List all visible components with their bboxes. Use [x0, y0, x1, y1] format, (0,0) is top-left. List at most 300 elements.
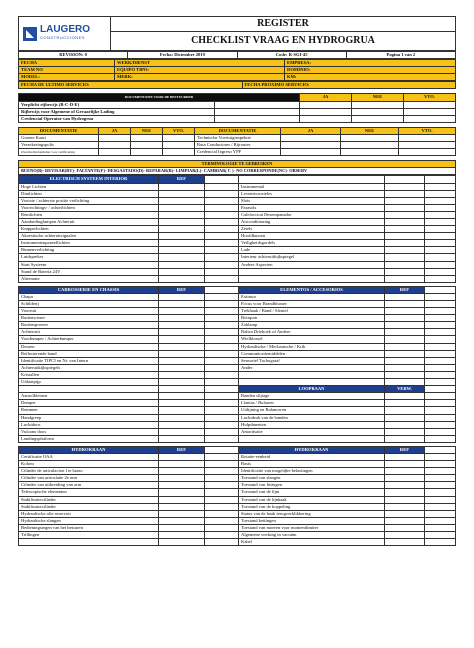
checklist-left-obs[interactable]: [205, 275, 239, 282]
checklist-right-item: Zetels: [239, 226, 385, 233]
checklist-left-obs[interactable]: [205, 371, 239, 378]
section-right-header: HYDROKRAAN: [239, 446, 385, 453]
info-field[interactable]: FECHA: [19, 60, 115, 67]
checklist-row: [19, 475, 456, 482]
checklist-left-ref[interactable]: [159, 183, 205, 190]
info-row: [19, 60, 456, 67]
checklist-right-ref[interactable]: [385, 475, 425, 482]
checklist-left-obs[interactable]: [205, 197, 239, 204]
checklist-right-item: Sensoriel Tachograaf: [239, 357, 385, 364]
checklist-left-obs[interactable]: [205, 510, 239, 517]
checklist-left-ref[interactable]: [159, 407, 205, 414]
checklist-left-ref[interactable]: [159, 301, 205, 308]
checklist-right-ref[interactable]: [385, 407, 425, 414]
checklist-left-ref[interactable]: [159, 468, 205, 475]
checklist-right-ref[interactable]: [385, 503, 425, 510]
checklist-left-ref[interactable]: [159, 357, 205, 364]
checklist-right-ref[interactable]: [385, 532, 425, 539]
checklist-right-item: Wielklossel: [239, 336, 385, 343]
checklist-left-obs[interactable]: [205, 435, 239, 442]
checklist-left-ref[interactable]: [159, 329, 205, 336]
checklist-left-obs[interactable]: [205, 393, 239, 400]
checklist-right-item: Toestand van de koppeling: [239, 503, 385, 510]
checklist-right-ref[interactable]: [385, 371, 425, 378]
checklist-left-ref[interactable]: [159, 517, 205, 524]
checklist-right-item: Calefaccion Desempanador: [239, 211, 385, 218]
checklist-left-item: Handgreep: [19, 414, 159, 421]
checklist-right-obs[interactable]: [425, 190, 456, 197]
checklist-left-obs[interactable]: [205, 261, 239, 268]
checklist-right-obs[interactable]: [425, 489, 456, 496]
checklist-row: [19, 301, 456, 308]
checklist-right-obs[interactable]: [425, 503, 456, 510]
checklist-right-item: Slots: [239, 197, 385, 204]
checklist-right-obs[interactable]: [425, 475, 456, 482]
checklist-right-obs[interactable]: [425, 322, 456, 329]
checklist-right-item: Communicatiemiddelen: [239, 350, 385, 357]
checklist-right-obs[interactable]: [425, 226, 456, 233]
documentation-check[interactable]: [131, 149, 163, 156]
checklist-left-obs[interactable]: [205, 421, 239, 428]
checklist-left-obs[interactable]: [205, 489, 239, 496]
checklist-right-ref[interactable]: [385, 524, 425, 531]
checklist-left-obs[interactable]: [205, 204, 239, 211]
checklist-left-ref[interactable]: [159, 393, 205, 400]
driver-doc-check[interactable]: [300, 108, 352, 115]
terminology-table: [18, 160, 456, 175]
info-row: [19, 74, 456, 81]
checklist-right-ref[interactable]: [385, 539, 425, 546]
documentation-check[interactable]: [99, 149, 131, 156]
checklist-right-obs[interactable]: [425, 539, 456, 546]
checklist-right-ref[interactable]: [385, 489, 425, 496]
info-field[interactable]: DOMINIO:: [285, 67, 456, 74]
company-logo: [23, 25, 106, 41]
checklist-left-item: Stabilisatorcilinder: [19, 496, 159, 503]
checklist-right-ref[interactable]: [385, 379, 425, 386]
checklist-left-ref[interactable]: [159, 510, 205, 517]
documentation-check[interactable]: [281, 149, 341, 156]
checklist-left-obs[interactable]: [205, 453, 239, 460]
checklist-left-ref[interactable]: [159, 539, 205, 546]
checklist-left-ref[interactable]: [159, 343, 205, 350]
documentation-check[interactable]: [281, 134, 341, 141]
checklist-right-obs[interactable]: [425, 453, 456, 460]
checklist-right-obs[interactable]: [425, 301, 456, 308]
driver-doc-check[interactable]: [404, 101, 456, 108]
checklist-left-ref[interactable]: [159, 453, 205, 460]
checklist-left-item: Hydraulische slangen: [19, 517, 159, 524]
driver-doc-check[interactable]: [352, 115, 404, 122]
checklist-right-obs[interactable]: [425, 183, 456, 190]
documentation-check[interactable]: [341, 149, 399, 156]
driver-doc-check[interactable]: [300, 115, 352, 122]
checklist-left-obs[interactable]: [205, 322, 239, 329]
checklist-right-ref[interactable]: [385, 453, 425, 460]
documentation-check[interactable]: [131, 134, 163, 141]
checklist-left-obs[interactable]: [205, 301, 239, 308]
info-field[interactable]: KM:: [285, 74, 456, 81]
checklist-left-ref[interactable]: [159, 336, 205, 343]
checklist-row: [19, 407, 456, 414]
checklist-right-obs[interactable]: [425, 428, 456, 435]
checklist-left-ref[interactable]: [159, 400, 205, 407]
checklist-left-item: Identificatie TIPCI en Nr. van Intern: [19, 357, 159, 364]
checklist-right-ref[interactable]: [385, 190, 425, 197]
checklist-left-item: Voorste / achterste positie verlichting: [19, 197, 159, 204]
checklist-left-obs[interactable]: [205, 532, 239, 539]
checklist-right-obs[interactable]: [425, 517, 456, 524]
checklist-right-ref[interactable]: [385, 414, 425, 421]
checklist-right-item: [239, 379, 385, 386]
checklist-right-obs[interactable]: [425, 218, 456, 225]
checklist-right-obs[interactable]: [425, 343, 456, 350]
driver-doc-check[interactable]: [404, 108, 456, 115]
checklist-right-ref[interactable]: [385, 336, 425, 343]
checklist-right-ref[interactable]: [385, 350, 425, 357]
checklist-left-item: Landingsplatform: [19, 435, 159, 442]
checklist-left-ref[interactable]: [159, 524, 205, 531]
checklist-left-ref[interactable]: [159, 293, 205, 300]
checklist-left-obs[interactable]: [205, 379, 239, 386]
checklist-left-ref[interactable]: [159, 496, 205, 503]
checklist-left-obs[interactable]: [205, 468, 239, 475]
checklist-right-ref[interactable]: [385, 343, 425, 350]
checklist-left-obs[interactable]: [205, 482, 239, 489]
documentation-check[interactable]: [399, 134, 456, 141]
driver-docs-header: DOCUMENTATIE VOOR DE BESTUURDER: [19, 94, 300, 101]
checklist-right-ref[interactable]: [385, 261, 425, 268]
checklist-left-obs[interactable]: [205, 315, 239, 322]
checklist-row: [19, 197, 456, 204]
checklist-left-item: Voorrichtings- / achterlichten: [19, 204, 159, 211]
info-table: [18, 59, 456, 81]
checklist-row: [19, 226, 456, 233]
checklist-row: [19, 322, 456, 329]
checklist-right-item: [239, 275, 385, 282]
checklist-left-ref[interactable]: [159, 197, 205, 204]
checklist-right-ref[interactable]: [385, 322, 425, 329]
checklist-left-obs[interactable]: [205, 475, 239, 482]
checklist-right-obs[interactable]: [425, 293, 456, 300]
checklist-right-obs[interactable]: [425, 275, 456, 282]
documentation-check[interactable]: [341, 142, 399, 149]
documentation-check[interactable]: [99, 134, 131, 141]
checklist-left-ref[interactable]: [159, 233, 205, 240]
documentation-row: [19, 142, 456, 149]
checklist-left-ref[interactable]: [159, 371, 205, 378]
checklist-right-obs[interactable]: [425, 268, 456, 275]
section-left-ref-header: REF: [159, 446, 205, 453]
checklist-left-obs[interactable]: [205, 539, 239, 546]
checklist-left-item: Aanduidinglampen Achteruit: [19, 218, 159, 225]
documentation-check[interactable]: [281, 142, 341, 149]
checklist-right-ref[interactable]: [385, 233, 425, 240]
checklist-left-ref[interactable]: [159, 414, 205, 421]
checklist-left-obs[interactable]: [205, 428, 239, 435]
checklist-right-obs[interactable]: [425, 461, 456, 468]
info-field[interactable]: WERK/DIENST: [115, 60, 285, 67]
checklist-left-ref[interactable]: [159, 421, 205, 428]
terminology-legend: BUENO(B)- REVISAR(RV)- FALTANTE(F)- DESGASTADO(D)- REPARAR(R)- LIMPIAR(L)- CAMBIAR( C )- NO CORRESPONDE(NC)- OBSERV: [19, 168, 456, 175]
checklist-right-obs[interactable]: [425, 371, 456, 378]
revision-label: REVISION: 0: [19, 52, 128, 59]
checklist-right-obs[interactable]: [425, 400, 456, 407]
checklist-right-obs[interactable]: [425, 211, 456, 218]
checklist-left-obs[interactable]: [205, 254, 239, 261]
checklist-right-ref[interactable]: [385, 400, 425, 407]
checklist-right-ref[interactable]: [385, 275, 425, 282]
docs-left-ja: JA: [99, 127, 131, 134]
checklist-right-ref[interactable]: [385, 226, 425, 233]
checklist-left-obs[interactable]: [205, 414, 239, 421]
checklist-right-ref[interactable]: [385, 510, 425, 517]
checklist-right-ref[interactable]: [385, 240, 425, 247]
checklist-right-obs[interactable]: [425, 350, 456, 357]
checklist-left-ref[interactable]: [159, 364, 205, 371]
checklist-left-obs[interactable]: [205, 400, 239, 407]
checklist-left-ref[interactable]: [159, 503, 205, 510]
checklist-right-ref[interactable]: [385, 496, 425, 503]
driver-doc-row: [19, 101, 456, 108]
docs-left-nee: NEE: [131, 127, 163, 134]
driver-doc-label: Verplicht rijbewijs (B-C-D-E): [19, 101, 215, 108]
checklist-left-obs[interactable]: [205, 247, 239, 254]
driver-doc-check[interactable]: [352, 101, 404, 108]
terminology-header: TERMINOLOGIE TE GEBRUIKEN: [19, 161, 456, 168]
documentation-check[interactable]: [163, 142, 195, 149]
documentation-row: [19, 149, 456, 156]
checklist-right-item: Trekhaak / Band / Sleutel: [239, 308, 385, 315]
checklist-left-obs[interactable]: [205, 524, 239, 531]
checklist-right-ref[interactable]: [385, 428, 425, 435]
checklist-right-obs[interactable]: [425, 421, 456, 428]
checklist-left-obs[interactable]: [205, 226, 239, 233]
checklist-right-obs[interactable]: [425, 407, 456, 414]
checklist-left-ref[interactable]: [159, 261, 205, 268]
checklist-right-ref[interactable]: [385, 468, 425, 475]
checklist-right-obs[interactable]: [425, 435, 456, 442]
checklist-left-obs[interactable]: [205, 357, 239, 364]
checklist-left-ref[interactable]: [159, 247, 205, 254]
checklist-left-obs[interactable]: [205, 329, 239, 336]
checklist-right-ref[interactable]: [385, 482, 425, 489]
checklist-left-obs[interactable]: [205, 218, 239, 225]
checklist-right-obs[interactable]: [425, 524, 456, 531]
info-field[interactable]: EQUIPO TIPO:: [115, 67, 285, 74]
checklist-right-obs[interactable]: [425, 364, 456, 371]
checklist-right-obs[interactable]: [425, 197, 456, 204]
checklist-right-obs[interactable]: [425, 336, 456, 343]
checklist-left-obs[interactable]: [205, 190, 239, 197]
section-left-header: [19, 386, 159, 393]
checklist-right-obs[interactable]: [425, 315, 456, 322]
documentation-row: [19, 134, 456, 141]
info-field[interactable]: MERK:: [115, 74, 285, 81]
checklist-left-obs[interactable]: [205, 336, 239, 343]
checklist-right-obs[interactable]: [425, 357, 456, 364]
checklist-right-obs[interactable]: [425, 379, 456, 386]
checklist-right-ref[interactable]: [385, 329, 425, 336]
checklist-left-ref[interactable]: [159, 461, 205, 468]
checklist-left-obs[interactable]: [205, 407, 239, 414]
checklist-right-obs[interactable]: [425, 247, 456, 254]
checklist-row: [19, 524, 456, 531]
driver-doc-check[interactable]: [352, 108, 404, 115]
checklist-left-ref[interactable]: [159, 322, 205, 329]
checklist-left-obs[interactable]: [205, 293, 239, 300]
checklist-right-obs[interactable]: [425, 329, 456, 336]
checklist-left-ref[interactable]: [159, 218, 205, 225]
info-field[interactable]: MODEL:: [19, 74, 115, 81]
checklist-left-obs[interactable]: [205, 183, 239, 190]
checklist-left-ref[interactable]: [159, 489, 205, 496]
documentation-check[interactable]: [163, 134, 195, 141]
checklist-row: [19, 240, 456, 247]
checklist-left-ref[interactable]: [159, 275, 205, 282]
checklist-left-ref[interactable]: [159, 190, 205, 197]
documentation-check[interactable]: [399, 142, 456, 149]
checklist-right-ref[interactable]: [385, 218, 425, 225]
checklist-left-obs[interactable]: [205, 233, 239, 240]
checklist-right-obs[interactable]: [425, 308, 456, 315]
checklist-right-ref[interactable]: [385, 183, 425, 190]
checklist-right-ref[interactable]: [385, 315, 425, 322]
checklist-left-item: Luidspreker: [19, 254, 159, 261]
documentation-header-left: DOCUMENTATIE: [19, 127, 99, 134]
documentation-check[interactable]: [131, 142, 163, 149]
checklist-right-item: Airconditioning: [239, 218, 385, 225]
checklist-right-obs[interactable]: [425, 482, 456, 489]
checklist-row: [19, 400, 456, 407]
checklist-right-obs[interactable]: [425, 510, 456, 517]
docs-left-vto: VTO.: [163, 127, 195, 134]
checklist-left-obs[interactable]: [205, 364, 239, 371]
checklist-right-ref[interactable]: [385, 393, 425, 400]
checklist-left-ref[interactable]: [159, 204, 205, 211]
checklist-left-item: Achteruitkijkspiegels: [19, 364, 159, 371]
checklist-right-ref[interactable]: [385, 308, 425, 315]
checklist-right-obs[interactable]: [425, 393, 456, 400]
checklist-right-item: Luchtdruk van de banden: [239, 414, 385, 421]
checklist-right-ref[interactable]: [385, 357, 425, 364]
checklist-left-obs[interactable]: [205, 503, 239, 510]
checklist-row: [19, 510, 456, 517]
checklist-left-ref[interactable]: [159, 350, 205, 357]
checklist-right-ref[interactable]: [385, 211, 425, 218]
checklist-left-item: Remlichten: [19, 211, 159, 218]
checklist-left-ref[interactable]: [159, 482, 205, 489]
checklist-right-obs[interactable]: [425, 240, 456, 247]
documentation-check[interactable]: [163, 149, 195, 156]
checklist-right-obs[interactable]: [425, 532, 456, 539]
checklist-right-ref[interactable]: [385, 421, 425, 428]
checklist-left-obs[interactable]: [205, 240, 239, 247]
checklist-left-item: Voorbumper / Achterbumper: [19, 336, 159, 343]
checklist-right-obs[interactable]: [425, 468, 456, 475]
checklist-left-obs[interactable]: [205, 211, 239, 218]
checklist-row: [19, 461, 456, 468]
checklist-right-ref[interactable]: [385, 435, 425, 442]
checklist-left-ref[interactable]: [159, 475, 205, 482]
checklist-left-ref[interactable]: [159, 315, 205, 322]
checklist-left-item: Achterruit: [19, 329, 159, 336]
checklist-row: [19, 268, 456, 275]
checklist-right-ref[interactable]: [385, 254, 425, 261]
checklist-row: [19, 489, 456, 496]
checklist-row: [19, 308, 456, 315]
checklist-left-ref[interactable]: [159, 428, 205, 435]
checklist-right-ref[interactable]: [385, 197, 425, 204]
checklist-right-item: Baliza Driehoek of Andere: [239, 329, 385, 336]
checklist-left-ref[interactable]: [159, 308, 205, 315]
checklist-right-ref[interactable]: [385, 517, 425, 524]
header-table: [18, 16, 456, 51]
docs-right-vto: VTO.: [399, 127, 456, 134]
checklist-right-item: Parasols: [239, 204, 385, 211]
info-field[interactable]: EMPRESA:: [285, 60, 456, 67]
documentation-check[interactable]: [399, 149, 456, 156]
documentation-check[interactable]: [99, 142, 131, 149]
checklist-right-obs[interactable]: [425, 204, 456, 211]
checklist-row: [19, 261, 456, 268]
checklist-left-obs[interactable]: [205, 343, 239, 350]
checklist-page: [18, 16, 456, 546]
checklist-row: [19, 350, 456, 357]
checklist-left-obs[interactable]: [205, 268, 239, 275]
checklist-left-ref[interactable]: [159, 226, 205, 233]
checklist-left-item: Kristallen: [19, 371, 159, 378]
checklist-right-ref[interactable]: [385, 268, 425, 275]
checklist-right-ref[interactable]: [385, 301, 425, 308]
checklist-left-ref[interactable]: [159, 254, 205, 261]
checklist-left-obs[interactable]: [205, 308, 239, 315]
meta-row: [18, 51, 456, 59]
checklist-right-ref[interactable]: [385, 364, 425, 371]
checklist-right-ref[interactable]: [385, 461, 425, 468]
checklist-row: [19, 414, 456, 421]
checklist-left-obs[interactable]: [205, 461, 239, 468]
checklist-left-obs[interactable]: [205, 496, 239, 503]
checklist-left-ref[interactable]: [159, 211, 205, 218]
next-service-field[interactable]: FECHA PROXIMO SERVICIO:: [242, 82, 456, 89]
checklist-right-obs[interactable]: [425, 233, 456, 240]
info-field[interactable]: TEAM NO: [19, 67, 115, 74]
checklist-left-ref[interactable]: [159, 435, 205, 442]
checklist-left-ref[interactable]: [159, 532, 205, 539]
checklist-right-obs[interactable]: [425, 261, 456, 268]
documentation-check[interactable]: [341, 134, 399, 141]
checklist-right-ref[interactable]: [385, 204, 425, 211]
checklist-left-ref[interactable]: [159, 240, 205, 247]
last-service-field[interactable]: FECHA DE ULTIMO SERVICIO:: [19, 82, 243, 89]
checklist-left-ref[interactable]: [159, 268, 205, 275]
checklist-right-obs[interactable]: [425, 496, 456, 503]
checklist-left-obs[interactable]: [205, 517, 239, 524]
checklist-left-obs[interactable]: [205, 350, 239, 357]
checklist-row: [19, 183, 456, 190]
checklist-right-item: Leventecrosieles: [239, 190, 385, 197]
checklist-right-ref[interactable]: [385, 293, 425, 300]
driver-col-nee: NEE: [352, 94, 404, 101]
driver-doc-check[interactable]: [404, 115, 456, 122]
checklist-right-obs[interactable]: [425, 414, 456, 421]
driver-doc-check[interactable]: [300, 101, 352, 108]
checklist-right-ref[interactable]: [385, 247, 425, 254]
checklist-right-item: Toestand van slangen: [239, 475, 385, 482]
checklist-right-obs[interactable]: [425, 254, 456, 261]
checklist-left-ref[interactable]: [159, 379, 205, 386]
